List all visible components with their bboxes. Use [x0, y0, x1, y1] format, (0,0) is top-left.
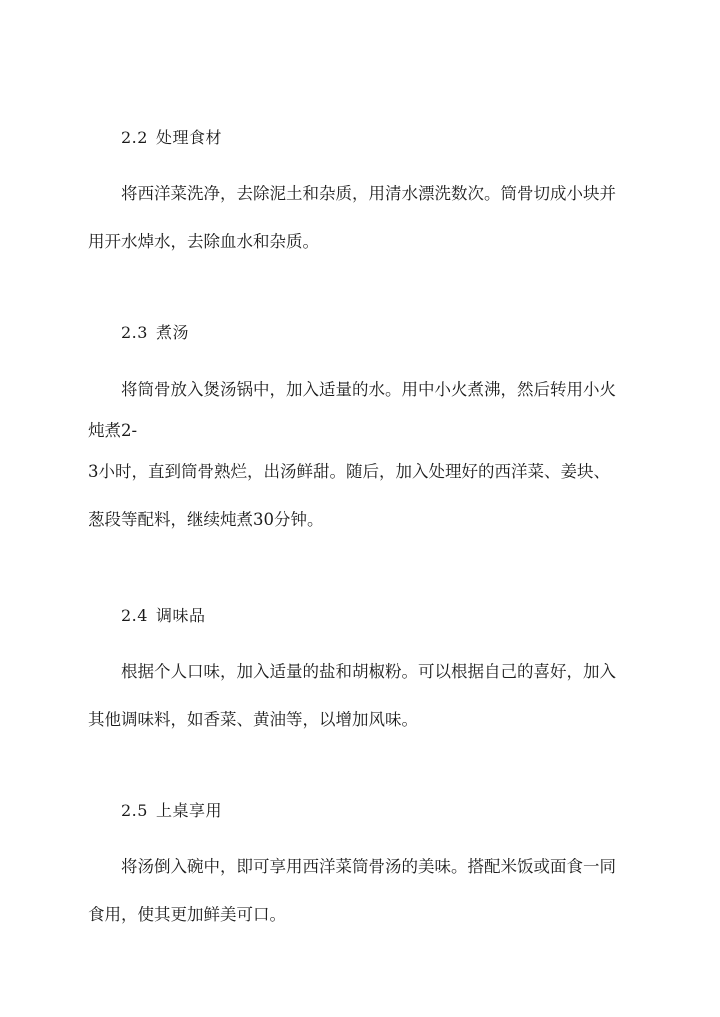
- section-paragraph-2-4: [88, 648, 633, 744]
- section-title: 调味品: [155, 606, 206, 625]
- section-title: 上桌享用: [155, 801, 222, 820]
- paragraph-line: 食用，使其更加鲜美可口。: [88, 905, 286, 924]
- paragraph-line: 葱段等配料，继续炖煮30分钟。: [88, 510, 324, 529]
- paragraph-line: 其他调味料，如香菜、黄油等，以增加风味。: [88, 710, 418, 729]
- paragraph-line: 将西洋菜洗净，去除泥土和杂质，用清水漂洗数次。筒骨切成小块并: [121, 184, 616, 203]
- section-heading-2-4: [121, 606, 205, 626]
- section-number: 2.2: [121, 128, 148, 147]
- section-number: 2.5: [121, 801, 148, 820]
- paragraph-line: 根据个人口味，加入适量的盐和胡椒粉。可以根据自己的喜好，加入: [121, 662, 616, 681]
- section-heading-2-2: [121, 128, 222, 148]
- paragraph-line: 将汤倒入碗中，即可享用西洋菜筒骨汤的美味。搭配米饭或面食一同: [121, 857, 616, 876]
- section-heading-2-3: [121, 323, 189, 343]
- section-paragraph-2-3: [88, 366, 633, 544]
- section-number: 2.4: [121, 606, 148, 625]
- paragraph-line: 3小时，直到筒骨熟烂，出汤鲜甜。随后，加入处理好的西洋菜、姜块、: [88, 462, 610, 481]
- section-heading-2-5: [121, 801, 222, 821]
- section-paragraph-2-5: [88, 843, 633, 939]
- section-number: 2.3: [121, 323, 148, 342]
- paragraph-line: 将筒骨放入煲汤锅中，加入适量的水。用中小火煮沸，然后转用小火: [121, 380, 616, 399]
- section-title: 处理食材: [155, 128, 222, 147]
- section-title: 煮汤: [155, 323, 189, 342]
- paragraph-line: 炖煮2-: [88, 421, 138, 440]
- paragraph-line: 用开水焯水，去除血水和杂质。: [88, 232, 319, 251]
- section-paragraph-2-2: [88, 170, 633, 266]
